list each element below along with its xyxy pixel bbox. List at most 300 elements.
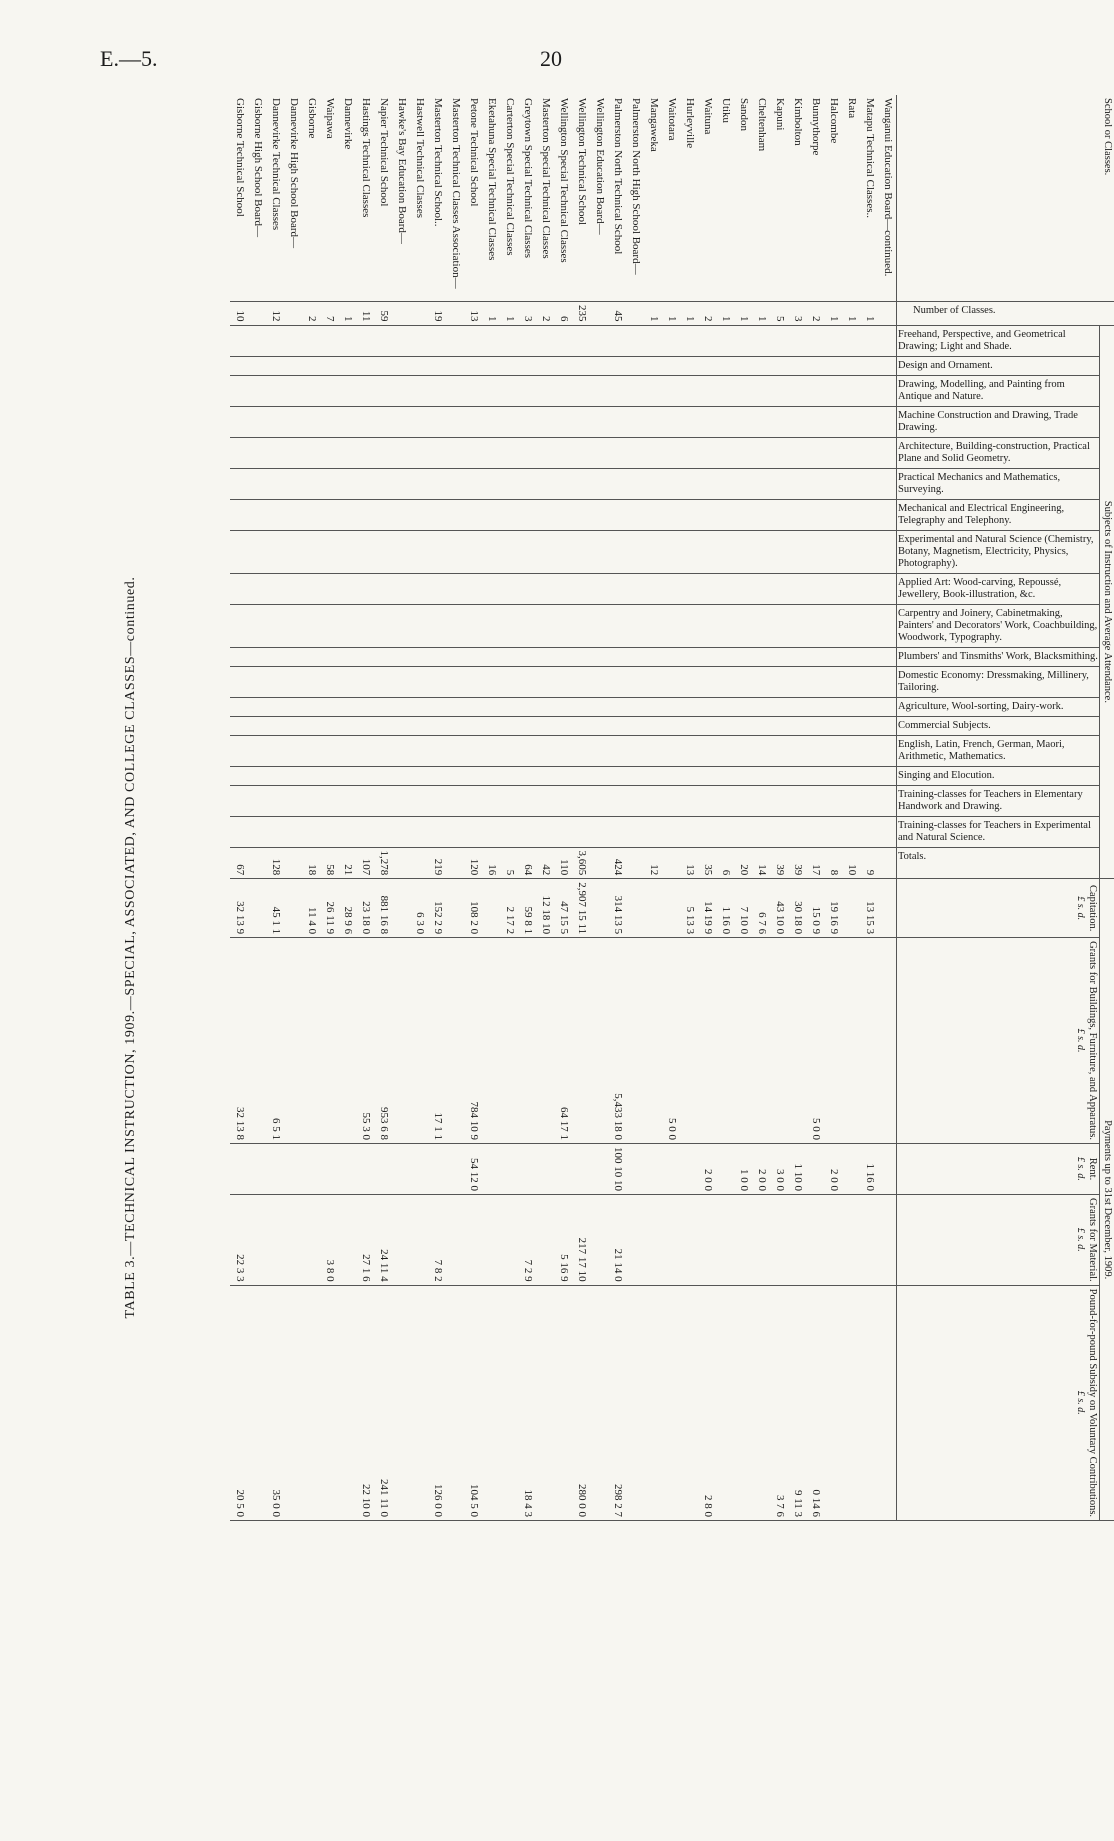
subject-attendance-cell	[428, 666, 446, 697]
subject-attendance-cell	[392, 666, 410, 697]
subject-attendance-cell	[500, 325, 518, 356]
grants-material-cell	[482, 1194, 500, 1285]
subject-attendance-cell	[752, 716, 770, 735]
subject-attendance-cell	[770, 604, 788, 647]
subject-attendance-cell	[482, 406, 500, 437]
subject-attendance-cell	[734, 735, 752, 766]
subject-attendance-cell	[644, 573, 662, 604]
rent-cell	[392, 1143, 410, 1194]
subject-attendance-cell	[518, 785, 536, 816]
subject-header	[897, 697, 1100, 716]
subject-attendance-cell	[878, 325, 897, 356]
subject-attendance-cell	[518, 697, 536, 716]
school-name-cell: Masterton Special Technical Classes	[536, 95, 554, 302]
rent-cell	[842, 1143, 860, 1194]
school-name-cell: Masterton Technical School..	[428, 95, 446, 302]
subject-attendance-cell	[788, 499, 806, 530]
subject-attendance-cell	[428, 735, 446, 766]
grants-material-cell: 5 16 9	[554, 1194, 572, 1285]
subject-attendance-cell	[518, 468, 536, 499]
subject-attendance-cell	[446, 573, 464, 604]
totals-cell: 18	[302, 847, 320, 879]
subject-attendance-cell	[644, 647, 662, 666]
subject-attendance-cell	[752, 647, 770, 666]
subject-attendance-cell	[878, 766, 897, 785]
school-name-cell: Napier Technical School	[374, 95, 392, 302]
subject-attendance-cell	[356, 375, 374, 406]
subject-attendance-cell	[554, 604, 572, 647]
totals-cell: 21	[338, 847, 356, 879]
school-name-cell: Petone Technical School	[464, 95, 482, 302]
subject-attendance-cell	[626, 325, 644, 356]
subject-attendance-cell	[734, 604, 752, 647]
subject-attendance-cell	[518, 356, 536, 375]
subject-attendance-cell	[230, 816, 248, 847]
subject-attendance-cell	[662, 735, 680, 766]
subject-attendance-cell	[554, 356, 572, 375]
subject-attendance-cell	[230, 468, 248, 499]
totals-cell: 9	[860, 847, 878, 879]
subject-attendance-cell	[536, 785, 554, 816]
rent-cell	[554, 1143, 572, 1194]
subject-attendance-cell	[572, 735, 590, 766]
subject-attendance-cell	[752, 604, 770, 647]
subject-attendance-cell	[734, 325, 752, 356]
subsidy-cell	[302, 1285, 320, 1520]
subject-attendance-cell	[680, 604, 698, 647]
subsidy-cell: 35 0 0	[266, 1285, 284, 1520]
subject-attendance-cell	[374, 325, 392, 356]
table-row	[302, 95, 320, 1521]
subject-attendance-cell	[446, 816, 464, 847]
subject-attendance-cell	[788, 573, 806, 604]
subject-attendance-cell	[356, 697, 374, 716]
subject-attendance-cell	[824, 816, 842, 847]
subject-attendance-cell	[662, 697, 680, 716]
number-of-classes-cell: 1	[338, 302, 356, 326]
subject-attendance-cell	[806, 325, 824, 356]
payment-header	[897, 938, 1100, 1144]
totals-cell: 14	[752, 847, 770, 879]
subject-attendance-cell	[446, 375, 464, 406]
grants-buildings-cell: 17 1 1	[428, 938, 446, 1144]
payment-header-label: Rent.	[1087, 1157, 1098, 1181]
grants-material-cell	[716, 1194, 734, 1285]
subject-attendance-cell	[878, 735, 897, 766]
subject-attendance-cell	[446, 766, 464, 785]
subject-attendance-cell	[662, 604, 680, 647]
subject-attendance-cell	[716, 468, 734, 499]
subject-header-label: Carpentry and Joinery, Cabinetmaking, Painters' and Decorators' Work, Coachbuilding, Woodwork, Typography.	[898, 607, 1098, 643]
grants-material-cell	[734, 1194, 752, 1285]
subject-attendance-cell	[824, 530, 842, 573]
capitation-cell	[662, 879, 680, 938]
number-of-classes-cell: 1	[860, 302, 878, 326]
subject-attendance-cell	[518, 816, 536, 847]
subject-attendance-cell	[536, 325, 554, 356]
subject-attendance-cell	[320, 530, 338, 573]
subject-attendance-cell	[644, 604, 662, 647]
subject-attendance-cell	[608, 406, 626, 437]
subject-attendance-cell	[734, 785, 752, 816]
subject-attendance-cell	[374, 468, 392, 499]
subject-attendance-cell	[698, 716, 716, 735]
subject-attendance-cell	[554, 437, 572, 468]
subject-attendance-cell	[626, 697, 644, 716]
grants-material-cell	[284, 1194, 302, 1285]
rent-cell	[644, 1143, 662, 1194]
number-of-classes-cell: 12	[266, 302, 284, 326]
subsidy-cell: 9 11 3	[788, 1285, 806, 1520]
subject-attendance-cell	[374, 735, 392, 766]
subject-attendance-cell	[482, 573, 500, 604]
subject-attendance-cell	[770, 573, 788, 604]
subject-attendance-cell	[716, 816, 734, 847]
subject-attendance-cell	[626, 437, 644, 468]
subject-header	[897, 468, 1100, 499]
subject-attendance-cell	[590, 697, 608, 716]
rent-cell	[572, 1143, 590, 1194]
subject-attendance-cell	[356, 406, 374, 437]
subject-attendance-cell	[446, 666, 464, 697]
subject-attendance-cell	[392, 785, 410, 816]
subject-attendance-cell	[734, 697, 752, 716]
subject-attendance-cell	[230, 499, 248, 530]
grants-material-cell	[644, 1194, 662, 1285]
totals-cell	[284, 847, 302, 879]
grants-material-cell	[878, 1194, 897, 1285]
table-row	[626, 95, 644, 1521]
grants-buildings-cell	[788, 938, 806, 1144]
subject-attendance-cell	[734, 437, 752, 468]
subject-attendance-cell	[734, 356, 752, 375]
subject-attendance-cell	[266, 697, 284, 716]
subject-attendance-cell	[266, 766, 284, 785]
subject-header	[897, 375, 1100, 406]
subject-attendance-cell	[446, 499, 464, 530]
number-of-classes-cell: 1	[734, 302, 752, 326]
subject-attendance-cell	[770, 785, 788, 816]
subject-attendance-cell	[554, 325, 572, 356]
subject-attendance-cell	[482, 735, 500, 766]
number-of-classes-cell	[248, 302, 266, 326]
subject-attendance-cell	[536, 356, 554, 375]
subsidy-cell	[554, 1285, 572, 1520]
grants-material-cell	[860, 1194, 878, 1285]
subject-attendance-cell	[320, 375, 338, 406]
subject-attendance-cell	[482, 716, 500, 735]
subject-attendance-cell	[500, 356, 518, 375]
subject-header-label: Training-classes for Teachers in Elementary Handwork and Drawing.	[898, 788, 1083, 812]
subject-attendance-cell	[482, 356, 500, 375]
table-row	[518, 95, 536, 1521]
subsidy-cell	[842, 1285, 860, 1520]
subject-attendance-cell	[626, 716, 644, 735]
subject-attendance-cell	[392, 499, 410, 530]
subject-attendance-cell	[464, 573, 482, 604]
subject-attendance-cell	[302, 406, 320, 437]
rent-cell	[518, 1143, 536, 1194]
subject-attendance-cell	[662, 437, 680, 468]
subsidy-cell	[878, 1285, 897, 1520]
money-units: £ s. d.	[1075, 1390, 1086, 1415]
subject-attendance-cell	[734, 716, 752, 735]
subject-attendance-cell	[824, 468, 842, 499]
subject-attendance-cell	[518, 437, 536, 468]
grants-material-cell: 7 2 9	[518, 1194, 536, 1285]
subject-attendance-cell	[446, 437, 464, 468]
subject-attendance-cell	[806, 437, 824, 468]
totals-cell: 39	[770, 847, 788, 879]
payment-header-label: Pound-for-pound Subsidy on Voluntary Contributions.	[1087, 1288, 1098, 1518]
subject-attendance-cell	[320, 785, 338, 816]
subject-attendance-cell	[410, 647, 428, 666]
subject-attendance-cell	[392, 735, 410, 766]
subject-attendance-cell	[860, 647, 878, 666]
subject-attendance-cell	[608, 437, 626, 468]
subject-attendance-cell	[248, 573, 266, 604]
subsidy-cell	[716, 1285, 734, 1520]
subject-attendance-cell	[698, 647, 716, 666]
subject-attendance-cell	[266, 499, 284, 530]
subject-attendance-cell	[392, 766, 410, 785]
subject-attendance-cell	[356, 766, 374, 785]
subject-attendance-cell	[590, 406, 608, 437]
subject-attendance-cell	[662, 816, 680, 847]
subjects-group-header: Subjects of Instruction and Average Attendance.	[1100, 325, 1114, 879]
grants-material-cell	[536, 1194, 554, 1285]
totals-cell: 42	[536, 847, 554, 879]
subject-attendance-cell	[860, 716, 878, 735]
subject-attendance-cell	[482, 816, 500, 847]
subject-attendance-cell	[698, 785, 716, 816]
subsidy-cell	[410, 1285, 428, 1520]
subject-attendance-cell	[374, 785, 392, 816]
rent-cell	[680, 1143, 698, 1194]
subject-attendance-cell	[518, 766, 536, 785]
subject-attendance-cell	[572, 325, 590, 356]
rent-cell	[266, 1143, 284, 1194]
totals-cell: 35	[698, 847, 716, 879]
subject-attendance-cell	[734, 766, 752, 785]
subject-attendance-cell	[554, 666, 572, 697]
totals-cell: 13	[680, 847, 698, 879]
subject-attendance-cell	[824, 356, 842, 375]
subject-attendance-cell	[860, 325, 878, 356]
subject-attendance-cell	[824, 697, 842, 716]
payment-header-label: Capitation.	[1087, 884, 1098, 932]
subject-attendance-cell	[392, 406, 410, 437]
payment-header-label: Grants for Material.	[1087, 1197, 1098, 1282]
subject-attendance-cell	[554, 716, 572, 735]
subject-attendance-cell	[734, 816, 752, 847]
grants-buildings-cell	[644, 938, 662, 1144]
subject-attendance-cell	[284, 716, 302, 735]
subject-attendance-cell	[806, 716, 824, 735]
subject-attendance-cell	[860, 816, 878, 847]
subject-attendance-cell	[410, 816, 428, 847]
capitation-cell	[878, 879, 897, 938]
subject-attendance-cell	[284, 325, 302, 356]
subsidy-cell: 126 0 0	[428, 1285, 446, 1520]
grants-buildings-cell	[842, 938, 860, 1144]
subject-attendance-cell	[680, 437, 698, 468]
subject-attendance-cell	[374, 716, 392, 735]
subject-attendance-cell	[806, 816, 824, 847]
subject-attendance-cell	[500, 437, 518, 468]
grants-buildings-cell	[878, 938, 897, 1144]
subject-attendance-cell	[428, 499, 446, 530]
grants-buildings-cell: 5,433 18 0	[608, 938, 626, 1144]
subject-attendance-cell	[644, 716, 662, 735]
subject-attendance-cell	[716, 697, 734, 716]
subject-attendance-cell	[878, 406, 897, 437]
totals-cell	[626, 847, 644, 879]
table-row	[320, 95, 338, 1521]
subject-attendance-cell	[608, 530, 626, 573]
subject-attendance-cell	[320, 697, 338, 716]
subject-attendance-cell	[608, 647, 626, 666]
subject-attendance-cell	[878, 785, 897, 816]
subject-attendance-cell	[500, 375, 518, 406]
subject-attendance-cell	[338, 406, 356, 437]
subject-attendance-cell	[878, 666, 897, 697]
subject-attendance-cell	[878, 468, 897, 499]
rent-cell: 1 16 0	[860, 1143, 878, 1194]
subject-header	[897, 716, 1100, 735]
number-of-classes-cell	[590, 302, 608, 326]
table-row	[266, 95, 284, 1521]
payment-header	[897, 1285, 1100, 1520]
table-row	[752, 95, 770, 1521]
subject-attendance-cell	[302, 647, 320, 666]
number-of-classes-cell: 1	[716, 302, 734, 326]
rent-cell	[446, 1143, 464, 1194]
subject-attendance-cell	[248, 666, 266, 697]
table-row	[410, 95, 428, 1521]
subject-attendance-cell	[248, 604, 266, 647]
subject-attendance-cell	[680, 530, 698, 573]
rent-cell	[662, 1143, 680, 1194]
subject-attendance-cell	[482, 604, 500, 647]
rent-cell	[410, 1143, 428, 1194]
subject-attendance-cell	[302, 697, 320, 716]
grants-buildings-cell	[248, 938, 266, 1144]
subject-attendance-cell	[356, 468, 374, 499]
payment-header	[897, 1194, 1100, 1285]
subject-attendance-cell	[554, 468, 572, 499]
subject-attendance-cell	[788, 604, 806, 647]
subject-attendance-cell	[590, 573, 608, 604]
subject-header	[897, 530, 1100, 573]
number-of-classes-cell: 1	[482, 302, 500, 326]
grants-material-cell	[248, 1194, 266, 1285]
grants-buildings-cell	[716, 938, 734, 1144]
subsidy-cell: 241 11 0	[374, 1285, 392, 1520]
subject-attendance-cell	[248, 647, 266, 666]
school-name-cell: Rata	[842, 95, 860, 302]
grants-material-cell	[824, 1194, 842, 1285]
subject-attendance-cell	[626, 816, 644, 847]
subject-attendance-cell	[374, 666, 392, 697]
subject-attendance-cell	[572, 356, 590, 375]
subject-attendance-cell	[842, 785, 860, 816]
subject-attendance-cell	[734, 647, 752, 666]
subject-attendance-cell	[878, 573, 897, 604]
subject-attendance-cell	[482, 375, 500, 406]
totals-cell: 64	[518, 847, 536, 879]
table-row	[428, 95, 446, 1521]
subject-attendance-cell	[860, 499, 878, 530]
school-name-cell: Wellington Education Board—	[590, 95, 608, 302]
subject-attendance-cell	[338, 375, 356, 406]
subject-attendance-cell	[572, 530, 590, 573]
subject-attendance-cell	[806, 785, 824, 816]
subject-attendance-cell	[644, 356, 662, 375]
subject-attendance-cell	[338, 530, 356, 573]
capitation-cell	[284, 879, 302, 938]
subject-attendance-cell	[230, 647, 248, 666]
number-of-classes-cell: 1	[842, 302, 860, 326]
subject-attendance-cell	[572, 816, 590, 847]
subject-attendance-cell	[788, 697, 806, 716]
grants-material-cell	[410, 1194, 428, 1285]
subject-attendance-cell	[266, 816, 284, 847]
subject-attendance-cell	[284, 375, 302, 406]
subject-attendance-cell	[428, 716, 446, 735]
subject-attendance-cell	[320, 406, 338, 437]
subsidy-cell: 298 2 7	[608, 1285, 626, 1520]
rent-cell	[302, 1143, 320, 1194]
subject-attendance-cell	[356, 325, 374, 356]
school-name-cell: Sandon	[734, 95, 752, 302]
subject-attendance-cell	[572, 437, 590, 468]
subject-attendance-cell	[860, 666, 878, 697]
subsidy-cell	[248, 1285, 266, 1520]
subject-attendance-cell	[842, 716, 860, 735]
subject-attendance-cell	[518, 647, 536, 666]
subject-attendance-cell	[878, 437, 897, 468]
subsidy-cell	[626, 1285, 644, 1520]
subject-attendance-cell	[284, 573, 302, 604]
subject-attendance-cell	[662, 530, 680, 573]
subsidy-cell	[500, 1285, 518, 1520]
subject-attendance-cell	[608, 697, 626, 716]
subject-attendance-cell	[608, 604, 626, 647]
table-row	[680, 95, 698, 1521]
subject-attendance-cell	[752, 666, 770, 697]
table-row	[356, 95, 374, 1521]
subject-attendance-cell	[644, 666, 662, 697]
subject-attendance-cell	[590, 468, 608, 499]
subject-attendance-cell	[662, 647, 680, 666]
subject-attendance-cell	[878, 716, 897, 735]
school-name-cell: Eketahuna Special Technical Classes	[482, 95, 500, 302]
money-units: £ s. d.	[1075, 1157, 1086, 1181]
subject-attendance-cell	[410, 356, 428, 375]
subject-attendance-cell	[374, 573, 392, 604]
subject-attendance-cell	[428, 785, 446, 816]
subject-attendance-cell	[554, 406, 572, 437]
subject-attendance-cell	[266, 325, 284, 356]
subject-attendance-cell	[572, 468, 590, 499]
subject-header-label: Machine Construction and Drawing, Trade Drawing.	[898, 409, 1078, 433]
capitation-cell: 314 13 5	[608, 879, 626, 938]
totals-cell: 6	[716, 847, 734, 879]
subject-attendance-cell	[716, 666, 734, 697]
subject-attendance-cell	[788, 647, 806, 666]
subject-attendance-cell	[428, 375, 446, 406]
